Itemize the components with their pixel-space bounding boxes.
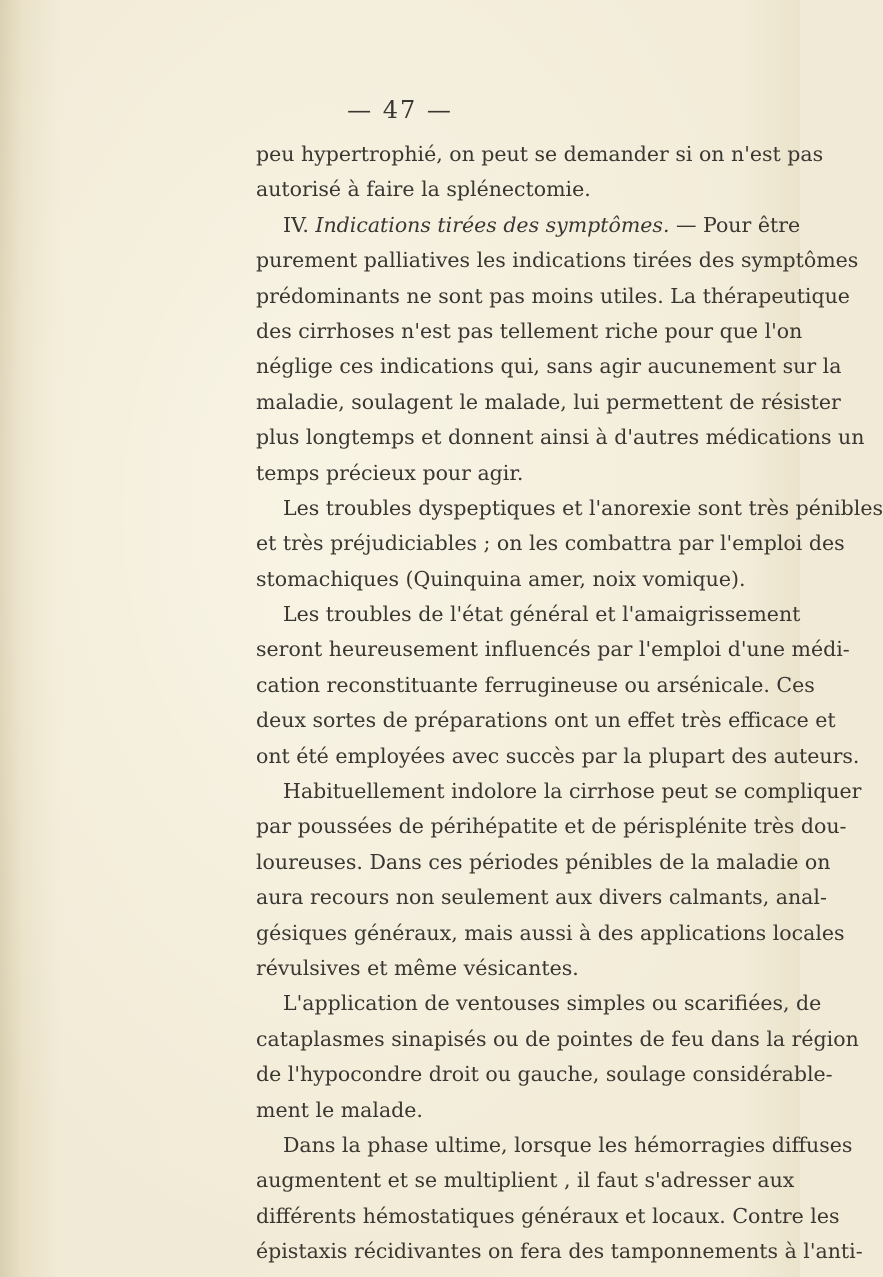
body-text (256, 137, 883, 1270)
text-line: différents hémostatiques généraux et locaux. Contre les (256, 1203, 840, 1228)
text-line: des cirrhoses n'est pas tellement riche pour que l'on (256, 318, 803, 343)
text-line: plus longtemps et donnent ainsi à d'autres médications un (256, 425, 865, 450)
text-line: ment le malade. (256, 1097, 423, 1122)
text-line: Habituellement indolore la cirrhose peut se compliquer (283, 779, 862, 804)
text-line: cataplasmes sinapisés ou de pointes de feu dans la région (256, 1026, 859, 1051)
text-line: gésiques généraux, mais aussi à des applications locales (256, 920, 845, 945)
text-line: augmentent et se multiplient , il faut s'adresser aux (256, 1168, 795, 1193)
text-line: révulsives et même vésicantes. (256, 955, 579, 980)
text-line: seront heureusement influencés par l'emploi d'une médi- (256, 637, 850, 662)
text-line: aura recours non seulement aux divers calmants, anal- (256, 885, 827, 910)
text-line: par poussées de périhépatite et de périsplénite très dou- (256, 814, 847, 839)
text-line: L'application de ventouses simples ou scarifiées, de (283, 991, 822, 1016)
section-heading: Indications tirées des symptômes. (315, 212, 670, 237)
text-line: deux sortes de préparations ont un effet très efficace et (256, 708, 836, 733)
text-line: de l'hypocondre droit ou gauche, soulage considérable- (256, 1062, 833, 1087)
text-line: Les troubles de l'état général et l'amaigrissement (283, 602, 801, 627)
text-line: épistaxis récidivantes on fera des tamponnements à l'anti- (256, 1239, 863, 1264)
text-line: et très préjudiciables ; on les combattra par l'emploi des (256, 531, 845, 556)
line-text: — Pour être (669, 212, 801, 237)
text-line: Les troubles dyspeptiques et l'anorexie sont très pénibles (283, 495, 883, 520)
text-line: ont été employées avec succès par la plupart des auteurs. (256, 743, 860, 768)
text-line: Dans la phase ultime, lorsque les hémorragies diffuses (283, 1132, 853, 1157)
text-line: stomachiques (Quinquina amer, noix vomique). (256, 566, 746, 591)
text-line: purement palliatives les indications tirées des symptômes (256, 248, 859, 273)
text-line: néglige ces indications qui, sans agir aucunement sur la (256, 354, 842, 379)
page-number: — 47 — (347, 96, 453, 124)
text-line: peu hypertrophié, on peut se demander si on n'est pas (256, 142, 824, 166)
text-line: maladie, soulagent le malade, lui permettent de résister (256, 389, 841, 414)
text-line: prédominants ne sont pas moins utiles. La thérapeutique (256, 283, 850, 308)
text-line: autorisé à faire la splénectomie. (256, 177, 591, 202)
text-line: loureuses. Dans ces périodes pénibles de la maladie on (256, 849, 831, 874)
text-line (256, 208, 801, 243)
text-line: temps précieux pour agir. (256, 460, 524, 485)
section-number: IV. (283, 212, 316, 237)
text-line: cation reconstituante ferrugineuse ou arsénicale. Ces (256, 672, 815, 697)
